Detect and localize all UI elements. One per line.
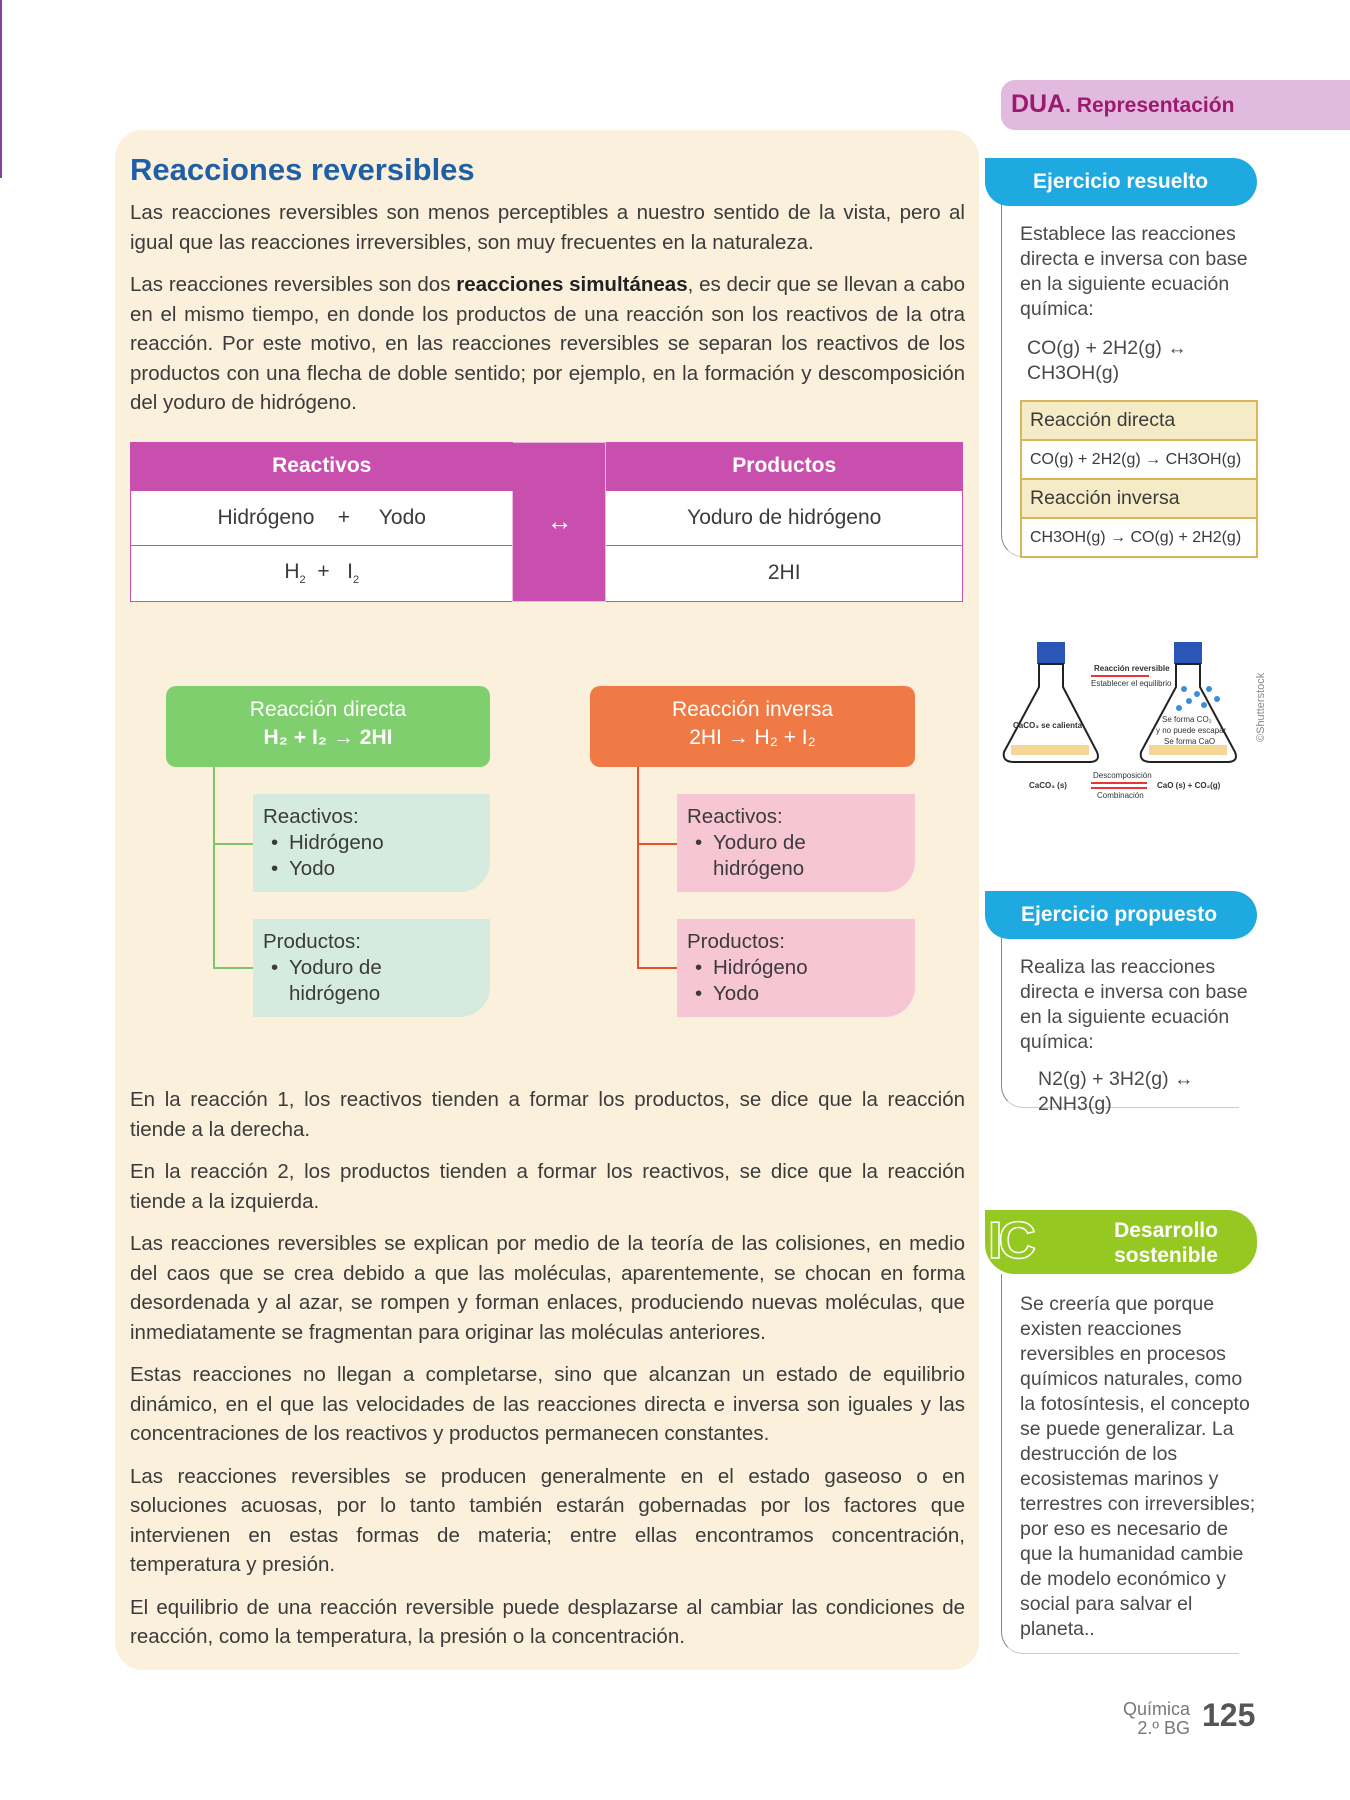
ic-icon: IC: [988, 1212, 1032, 1270]
paragraph: Las reacciones reversibles son menos perceptibles a nuestro sentido de la vista, pero al igual que las reacciones irreversibles, son muy frecuentes en la naturaleza.: [130, 201, 965, 254]
label: Productos:: [687, 930, 785, 953]
cell: 2HI: [606, 545, 963, 601]
inverse-reactivos: [677, 794, 915, 892]
subject: Química: [1122, 1699, 1190, 1719]
propuesto-text: Realiza las reacciones directa e inversa con base en la siguiente ecuación química:: [1020, 956, 1248, 1053]
flask-illustration: [999, 637, 1274, 802]
connector: [213, 767, 215, 969]
credit: ©Shutterstock: [1255, 672, 1267, 742]
header-productos: Productos: [606, 442, 963, 490]
connector: [213, 843, 253, 845]
connector: [637, 967, 677, 969]
dua-header: [1001, 80, 1350, 130]
h: H: [284, 559, 300, 583]
paragraph: En la reacción 1, los reactivos tienden a formar los productos, se dice que la reacción tiende a la derecha.: [130, 1088, 965, 1141]
resuelto-body: [1020, 222, 1260, 558]
label: Reacción directa: [1021, 401, 1257, 440]
page-title: Reacciones reversibles: [130, 152, 475, 187]
paragraph: Las reacciones reversibles se producen generalmente en el estado gaseoso o en soluciones acuosas, por lo tanto también estarán gobernadas por los factores que intervienen en estas formas de materia; entre ellas encontramos concentración, temperatura y presión.: [130, 1464, 965, 1576]
intro-section: [130, 130, 965, 602]
label: CaO (s) + CO₂(g): [1157, 781, 1221, 790]
header-reactivos: Reactivos: [131, 442, 513, 490]
page-number: 125: [1202, 1697, 1256, 1733]
label: Reactivos:: [687, 805, 783, 828]
paragraph: Las reacciones reversibles se explican por medio de la teoría de las colisiones, en medio del caos que se crea debido a que las moléculas, aparentemente, se chocan en forma desordenada y al azar, se rompen y forman enlaces, produciendo nuevas moléculas, que inmediatamente se fragmentan para originar las moléculas anteriores.: [130, 1232, 965, 1344]
connector: [637, 843, 677, 845]
direct-reaction-box: [166, 686, 490, 767]
equation: CH3OH(g) → CO(g) + 2H2(g): [1021, 518, 1257, 557]
label: Se forma CaO: [1164, 737, 1216, 746]
resuelto-text: Establece las reacciones directa e inversa con base en la siguiente ecuación química:: [1020, 223, 1248, 320]
connector: [213, 967, 253, 969]
label: Reactivos:: [263, 805, 359, 828]
label: Productos:: [263, 930, 361, 953]
resuelto-table: [1020, 400, 1258, 558]
paragraph: [130, 270, 965, 418]
list-item: • Hidrógeno: [687, 955, 905, 981]
dua-label: DUA: [1011, 90, 1066, 118]
bold-text: reacciones simultáneas: [456, 273, 688, 296]
list-item: • Yoduro de hidrógeno: [263, 955, 403, 1007]
box-title: Reacción directa: [249, 698, 407, 721]
direct-productos: [253, 919, 490, 1017]
label: Reacción inversa: [1021, 479, 1257, 518]
body-section: [130, 1085, 965, 1665]
desarrollo-tab: Desarrollo sostenible: [985, 1210, 1257, 1274]
label: Establecer el equilibrio: [1091, 679, 1172, 688]
margin-line: [0, 0, 2, 178]
label: y no puede escapar: [1156, 726, 1227, 735]
list-item: • Yoduro de hidrógeno: [687, 830, 827, 882]
label: CaCO₃ (s): [1029, 781, 1067, 790]
resuelto-equation: CO(g) + 2H2(g) ↔ CH3OH(g): [1027, 337, 1187, 384]
connector: [637, 767, 639, 969]
footer-subject: [1100, 1700, 1190, 1738]
paragraph: Estas reacciones no llegan a completarse, sino que alcanzan un estado de equilibrio dinámico, en el que las velocidades de las reacciones directa e inversa son iguales y las concentraciones de los reactivos y productos permanecen constantes.: [130, 1363, 965, 1445]
sub: 2: [299, 574, 306, 587]
propuesto-body: [1020, 955, 1260, 1117]
paragraph: En la reacción 2, los productos tienden a formar los reactivos, se dice que la reacción tiende a la izquierda.: [130, 1160, 965, 1213]
grade: 2.º BG: [1137, 1718, 1190, 1738]
resuelto-tab: Ejercicio resuelto: [985, 158, 1257, 206]
direct-reactivos: [253, 794, 490, 892]
list-item: • Yodo: [687, 981, 905, 1007]
propuesto-tab: Ejercicio propuesto: [985, 891, 1257, 939]
paragraph: El equilibrio de una reacción reversible puede desplazarse al cambiar las condiciones de reacción, como la temperatura, la presión o la concentración.: [130, 1595, 965, 1648]
box-equation: 2HI → H₂ + I₂: [689, 726, 816, 749]
cell: Hidrógeno + Yodo: [131, 490, 513, 545]
i: + I: [305, 559, 353, 583]
label: CaCO₃ se calienta: [1013, 721, 1083, 730]
label: Descomposición: [1093, 771, 1152, 780]
double-arrow: ↔: [513, 442, 606, 601]
list-item: • Yodo: [263, 856, 480, 882]
cell: [131, 545, 513, 601]
cell: Yoduro de hidrógeno: [606, 490, 963, 545]
label: Combinación: [1097, 791, 1144, 800]
box-title: Reacción inversa: [671, 698, 834, 721]
inverse-productos: [677, 919, 915, 1017]
list-item: • Hidrógeno: [263, 830, 480, 856]
dua-section: . Representación: [1065, 94, 1235, 117]
equation: CO(g) + 2H2(g) → CH3OH(g): [1021, 440, 1257, 479]
reaction-table: [130, 442, 963, 602]
sub: 2: [352, 574, 360, 587]
label: Reacción reversible: [1094, 664, 1170, 673]
text: Las reacciones reversibles son dos: [130, 273, 457, 296]
label: Se forma CO₂: [1162, 715, 1212, 724]
inverse-reaction-box: [590, 686, 915, 767]
propuesto-equation: N2(g) + 3H2(g) ↔ 2NH3(g): [1038, 1068, 1194, 1115]
desarrollo-text: Se creería que porque existen reacciones reversibles en procesos químicos naturales, como la fotosíntesis, el concepto se puede generalizar. La destrucción de los ecosistemas marinos y terrestres con irreversibles; por eso es necesario de que la humanidad cambie de modelo económico y social para salvar el planeta..: [1020, 1293, 1256, 1640]
text: , es decir que se llevan a cabo en el mismo tiempo, en donde los productos de una reacción son los reactivos de la otra reacción. Por este motivo, en las reacciones reversibles se separan los reactivos de los productos con una flecha de doble sentido; por ejemplo, en la formación y descomposición del yoduro de hidrógeno.: [130, 273, 965, 414]
box-equation: H₂ + I₂ → 2HI: [263, 726, 393, 749]
